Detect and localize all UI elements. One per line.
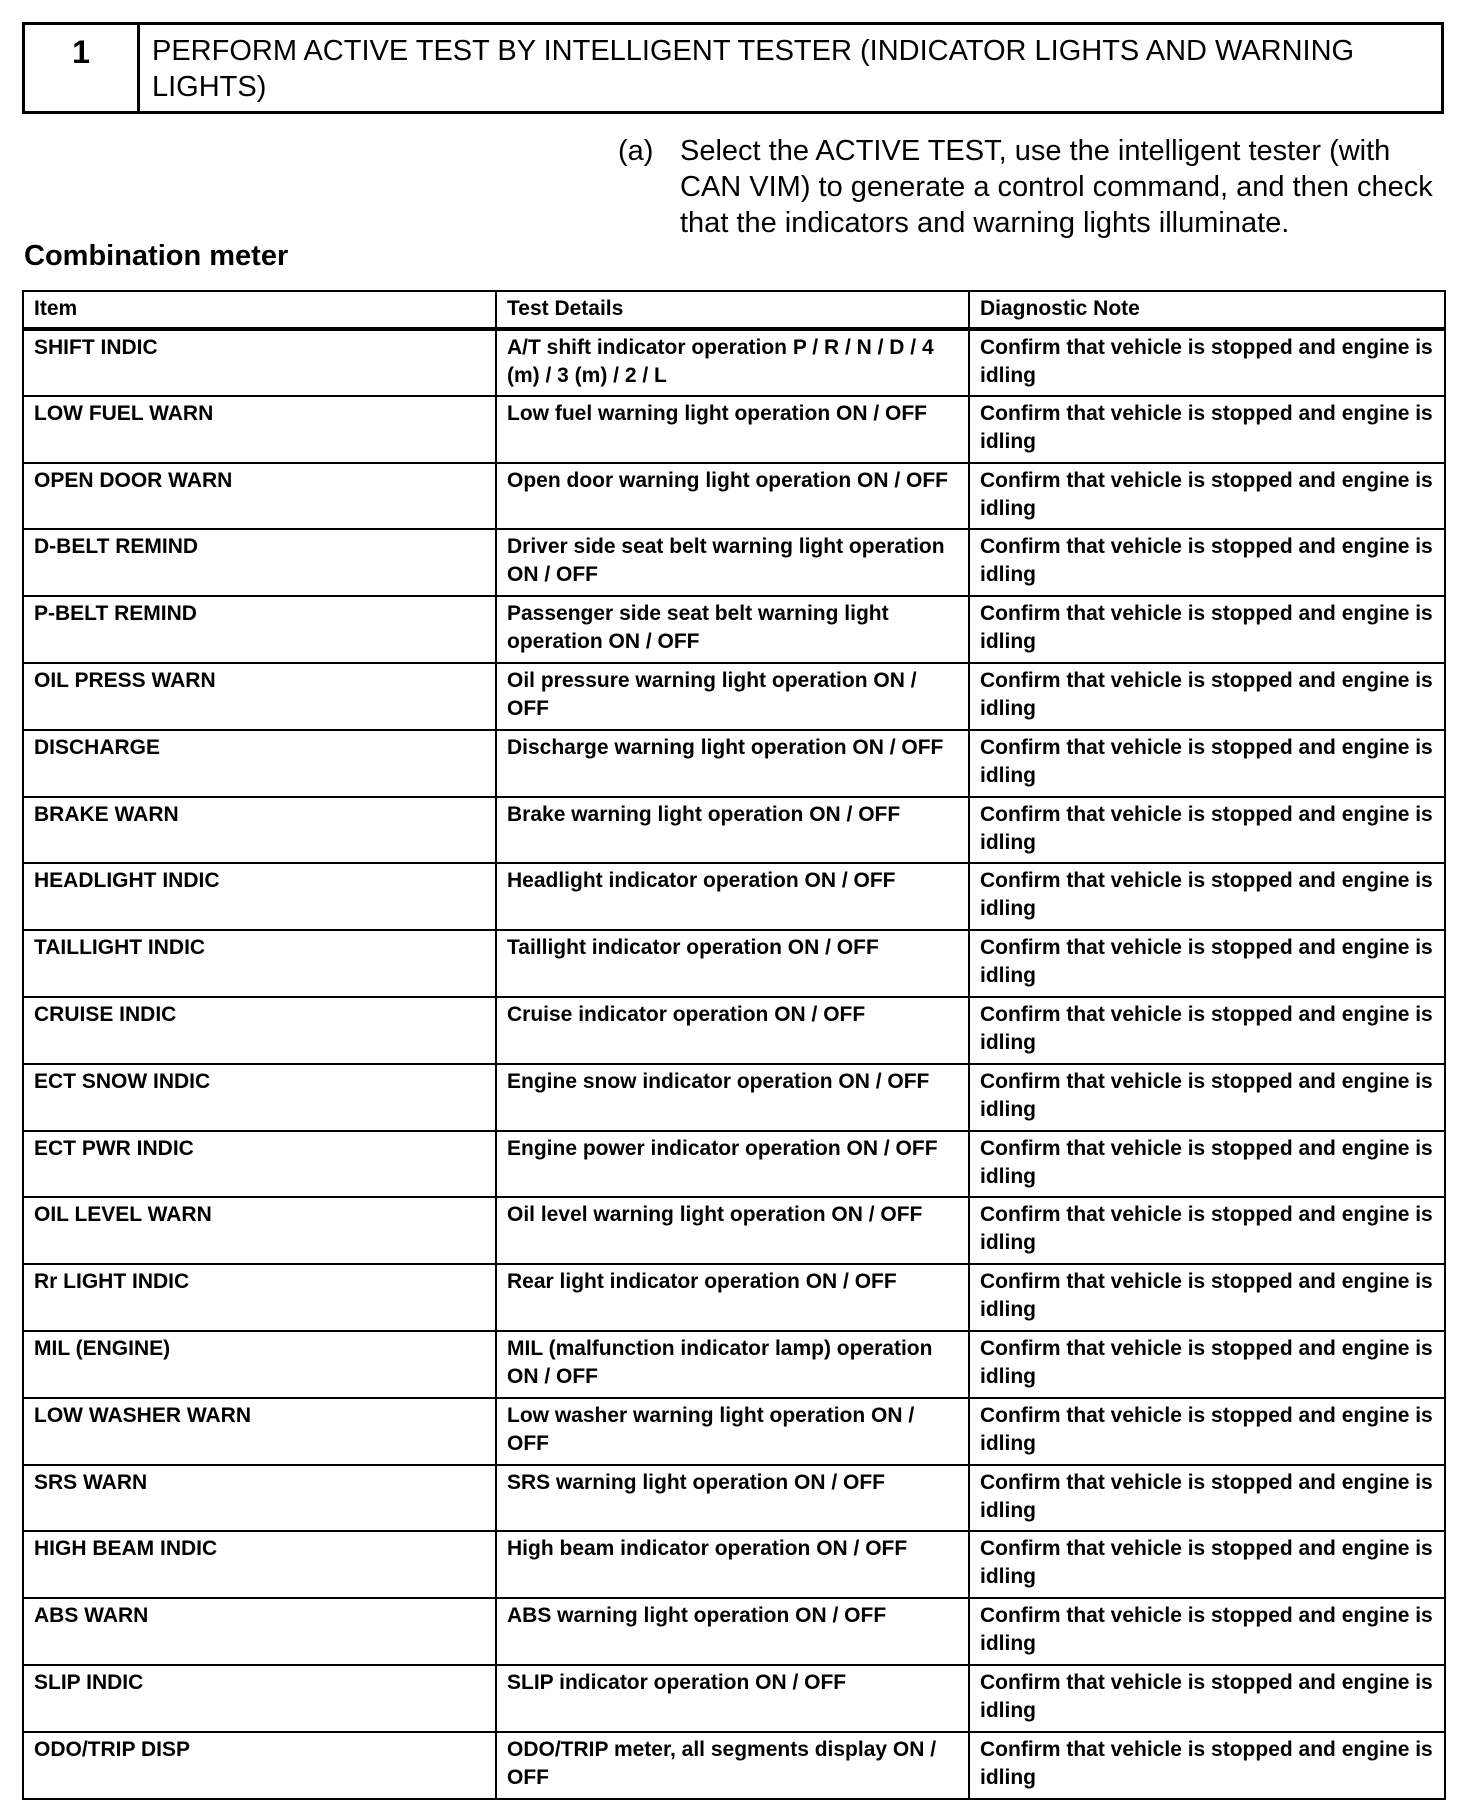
cell-item: ECT PWR INDIC xyxy=(23,1131,496,1198)
table-row xyxy=(23,930,1445,997)
cell-test-details: Passenger side seat belt warning light operation ON / OFF xyxy=(496,596,969,663)
cell-diagnostic-note: Confirm that vehicle is stopped and engine is idling xyxy=(969,396,1445,463)
cell-item: SRS WARN xyxy=(23,1465,496,1532)
cell-diagnostic-note: Confirm that vehicle is stopped and engine is idling xyxy=(969,1732,1445,1799)
cell-test-details: MIL (malfunction indicator lamp) operation ON / OFF xyxy=(496,1331,969,1398)
table-row xyxy=(23,997,1445,1064)
cell-test-details: Oil pressure warning light operation ON / OFF xyxy=(496,663,969,730)
table-row xyxy=(23,463,1445,530)
cell-test-details: Engine power indicator operation ON / OFF xyxy=(496,1131,969,1198)
cell-item: OIL PRESS WARN xyxy=(23,663,496,730)
table-row xyxy=(23,1131,1445,1198)
cell-diagnostic-note: Confirm that vehicle is stopped and engine is idling xyxy=(969,730,1445,797)
table-row xyxy=(23,1732,1445,1799)
cell-diagnostic-note: Confirm that vehicle is stopped and engine is idling xyxy=(969,1331,1445,1398)
cell-test-details: SRS warning light operation ON / OFF xyxy=(496,1465,969,1532)
cell-diagnostic-note: Confirm that vehicle is stopped and engine is idling xyxy=(969,1465,1445,1532)
cell-test-details: Low fuel warning light operation ON / OFF xyxy=(496,396,969,463)
cell-item: ECT SNOW INDIC xyxy=(23,1064,496,1131)
cell-item: HEADLIGHT INDIC xyxy=(23,863,496,930)
cell-diagnostic-note: Confirm that vehicle is stopped and engine is idling xyxy=(969,1665,1445,1732)
instruction-label: (a) xyxy=(618,135,654,167)
cell-item: P-BELT REMIND xyxy=(23,596,496,663)
column-header-item: Item xyxy=(23,291,496,329)
cell-item: HIGH BEAM INDIC xyxy=(23,1531,496,1598)
cell-item: SLIP INDIC xyxy=(23,1665,496,1732)
cell-test-details: Engine snow indicator operation ON / OFF xyxy=(496,1064,969,1131)
instruction xyxy=(618,133,1438,241)
cell-test-details: Oil level warning light operation ON / OFF xyxy=(496,1197,969,1264)
cell-test-details: A/T shift indicator operation P / R / N / D / 4 (m) / 3 (m) / 2 / L xyxy=(496,329,969,396)
cell-item: DISCHARGE xyxy=(23,730,496,797)
cell-item: OPEN DOOR WARN xyxy=(23,463,496,530)
table-row xyxy=(23,529,1445,596)
cell-item: ABS WARN xyxy=(23,1598,496,1665)
cell-test-details: Open door warning light operation ON / OFF xyxy=(496,463,969,530)
cell-diagnostic-note: Confirm that vehicle is stopped and engine is idling xyxy=(969,1264,1445,1331)
cell-item: D-BELT REMIND xyxy=(23,529,496,596)
cell-diagnostic-note: Confirm that vehicle is stopped and engine is idling xyxy=(969,930,1445,997)
cell-test-details: ODO/TRIP meter, all segments display ON / OFF xyxy=(496,1732,969,1799)
table-row xyxy=(23,1264,1445,1331)
cell-test-details: Rear light indicator operation ON / OFF xyxy=(496,1264,969,1331)
table-row xyxy=(23,1465,1445,1532)
cell-diagnostic-note: Confirm that vehicle is stopped and engine is idling xyxy=(969,1131,1445,1198)
cell-item: CRUISE INDIC xyxy=(23,997,496,1064)
cell-test-details: ABS warning light operation ON / OFF xyxy=(496,1598,969,1665)
cell-diagnostic-note: Confirm that vehicle is stopped and engine is idling xyxy=(969,1197,1445,1264)
cell-diagnostic-note: Confirm that vehicle is stopped and engine is idling xyxy=(969,863,1445,930)
cell-test-details: Cruise indicator operation ON / OFF xyxy=(496,997,969,1064)
cell-test-details: Driver side seat belt warning light operation ON / OFF xyxy=(496,529,969,596)
table-row xyxy=(23,863,1445,930)
cell-test-details: SLIP indicator operation ON / OFF xyxy=(496,1665,969,1732)
cell-item: ODO/TRIP DISP xyxy=(23,1732,496,1799)
cell-diagnostic-note: Confirm that vehicle is stopped and engine is idling xyxy=(969,463,1445,530)
table-row xyxy=(23,1064,1445,1131)
table-body xyxy=(23,329,1445,1799)
column-header-diagnostic-note: Diagnostic Note xyxy=(969,291,1445,329)
cell-item: SHIFT INDIC xyxy=(23,329,496,396)
cell-item: BRAKE WARN xyxy=(23,797,496,864)
step-number: 1 xyxy=(25,25,140,111)
cell-item: MIL (ENGINE) xyxy=(23,1331,496,1398)
table-row xyxy=(23,1598,1445,1665)
cell-item: LOW FUEL WARN xyxy=(23,396,496,463)
table-row xyxy=(23,1665,1445,1732)
cell-diagnostic-note: Confirm that vehicle is stopped and engine is idling xyxy=(969,1064,1445,1131)
cell-diagnostic-note: Confirm that vehicle is stopped and engine is idling xyxy=(969,997,1445,1064)
step-title: PERFORM ACTIVE TEST BY INTELLIGENT TESTER (INDICATOR LIGHTS AND WARNING LIGHTS) xyxy=(152,35,1355,103)
step-header-box xyxy=(22,22,1444,114)
table-row xyxy=(23,1531,1445,1598)
table-row xyxy=(23,1331,1445,1398)
table-row xyxy=(23,1398,1445,1465)
cell-diagnostic-note: Confirm that vehicle is stopped and engine is idling xyxy=(969,1398,1445,1465)
table-row xyxy=(23,1197,1445,1264)
cell-test-details: Brake warning light operation ON / OFF xyxy=(496,797,969,864)
cell-diagnostic-note: Confirm that vehicle is stopped and engine is idling xyxy=(969,329,1445,396)
cell-diagnostic-note: Confirm that vehicle is stopped and engine is idling xyxy=(969,797,1445,864)
cell-item: LOW WASHER WARN xyxy=(23,1398,496,1465)
column-header-test-details: Test Details xyxy=(496,291,969,329)
table-row xyxy=(23,596,1445,663)
cell-test-details: Headlight indicator operation ON / OFF xyxy=(496,863,969,930)
cell-test-details: Discharge warning light operation ON / OFF xyxy=(496,730,969,797)
cell-diagnostic-note: Confirm that vehicle is stopped and engine is idling xyxy=(969,1598,1445,1665)
cell-test-details: Low washer warning light operation ON / OFF xyxy=(496,1398,969,1465)
table-row xyxy=(23,329,1445,396)
table-row xyxy=(23,730,1445,797)
cell-diagnostic-note: Confirm that vehicle is stopped and engine is idling xyxy=(969,596,1445,663)
cell-diagnostic-note: Confirm that vehicle is stopped and engine is idling xyxy=(969,1531,1445,1598)
instruction-text: Select the ACTIVE TEST, use the intelligent tester (with CAN VIM) to generate a control command, and then check that the indicators and warning lights illuminate. xyxy=(680,135,1433,239)
cell-diagnostic-note: Confirm that vehicle is stopped and engine is idling xyxy=(969,663,1445,730)
cell-test-details: Taillight indicator operation ON / OFF xyxy=(496,930,969,997)
table-row xyxy=(23,396,1445,463)
cell-item: TAILLIGHT INDIC xyxy=(23,930,496,997)
cell-test-details: High beam indicator operation ON / OFF xyxy=(496,1531,969,1598)
table-row xyxy=(23,663,1445,730)
combination-meter-table xyxy=(22,290,1446,1800)
table-header-row xyxy=(23,291,1445,329)
cell-item: Rr LIGHT INDIC xyxy=(23,1264,496,1331)
cell-item: OIL LEVEL WARN xyxy=(23,1197,496,1264)
section-heading: Combination meter xyxy=(24,240,289,272)
table-row xyxy=(23,797,1445,864)
cell-diagnostic-note: Confirm that vehicle is stopped and engine is idling xyxy=(969,529,1445,596)
